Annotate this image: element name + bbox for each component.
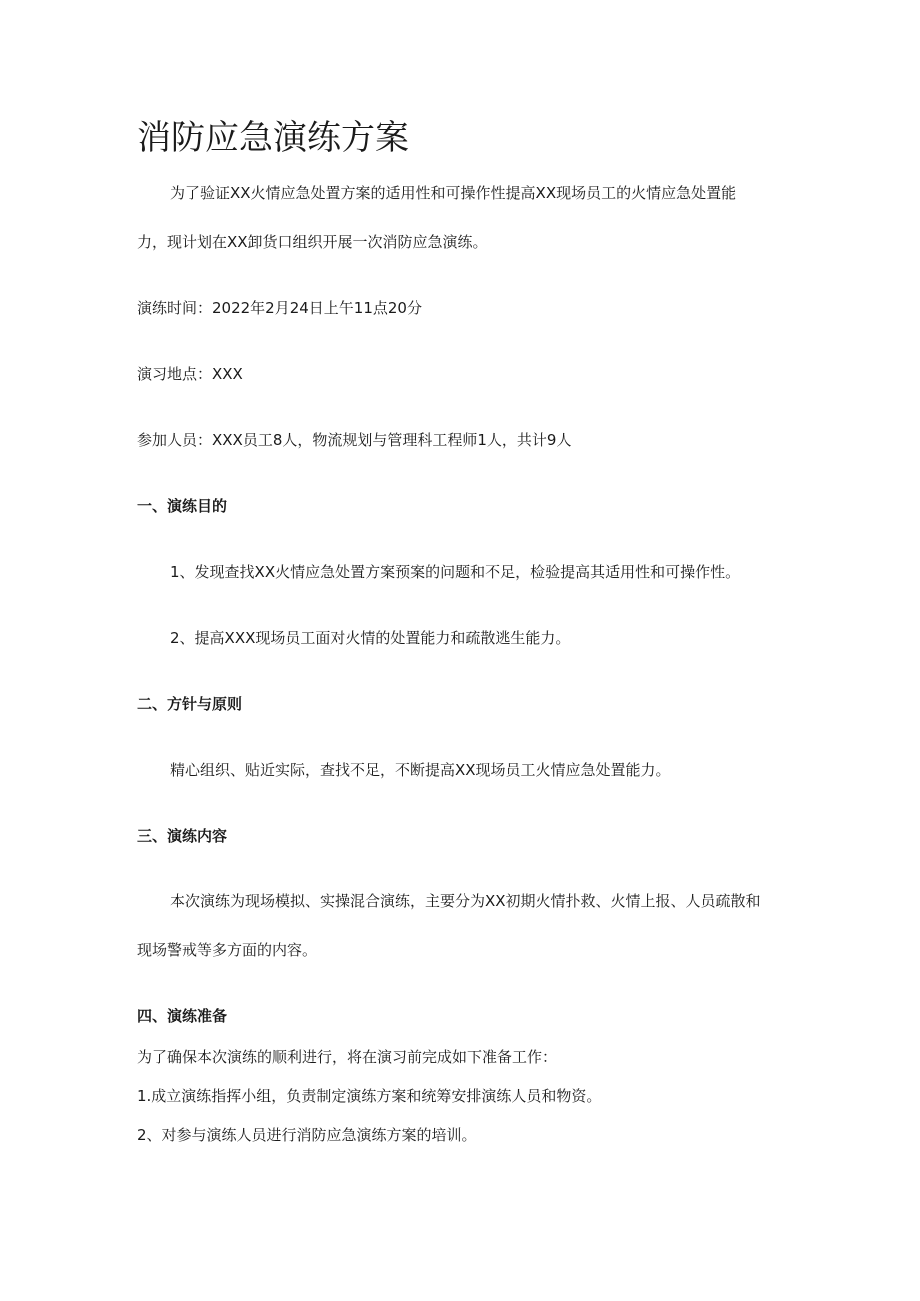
content-line-1: 本次演练为现场模拟、实操混合演练，主要分为XX初期火情扑救、火情上报、人员疏散和 — [170, 892, 761, 910]
drill-time: 演练时间：2022年2月24日上午11点20分 — [137, 299, 422, 317]
document-title: 消防应急演练方案 — [137, 118, 409, 158]
preparation-item-2: 2、对参与演练人员进行消防应急演练方案的培训。 — [137, 1126, 477, 1144]
section-heading-principles: 二、方针与原则 — [137, 695, 243, 713]
section-heading-content: 三、演练内容 — [137, 827, 228, 845]
drill-location: 演习地点：XXX — [137, 365, 243, 383]
purpose-item-1: 1、发现查找XX火情应急处置方案预案的问题和不足，检验提高其适用性和可操作性。 — [170, 563, 741, 581]
content-line-2: 现场警戒等多方面的内容。 — [137, 941, 318, 959]
preparation-text: 为了确保本次演练的顺利进行，将在演习前完成如下准备工作： — [137, 1048, 558, 1066]
intro-line-1: 为了验证XX火情应急处置方案的适用性和可操作性提高XX现场员工的火情应急处置能 — [170, 184, 737, 202]
preparation-item-1: 1.成立演练指挥小组，负责制定演练方案和统筹安排演练人员和物资。 — [137, 1087, 602, 1105]
section-heading-preparation: 四、演练准备 — [137, 1007, 228, 1025]
principles-text: 精心组织、贴近实际，查找不足，不断提高XX现场员工火情应急处置能力。 — [170, 761, 671, 779]
intro-line-2: 力，现计划在XX卸货口组织开展一次消防应急演练。 — [137, 233, 488, 251]
participants: 参加人员：XXX员工8人，物流规划与管理科工程师1人，共计9人 — [137, 431, 572, 449]
purpose-item-2: 2、提高XXX现场员工面对火情的处置能力和疏散逃生能力。 — [170, 629, 571, 647]
section-heading-purpose: 一、演练目的 — [137, 497, 228, 515]
